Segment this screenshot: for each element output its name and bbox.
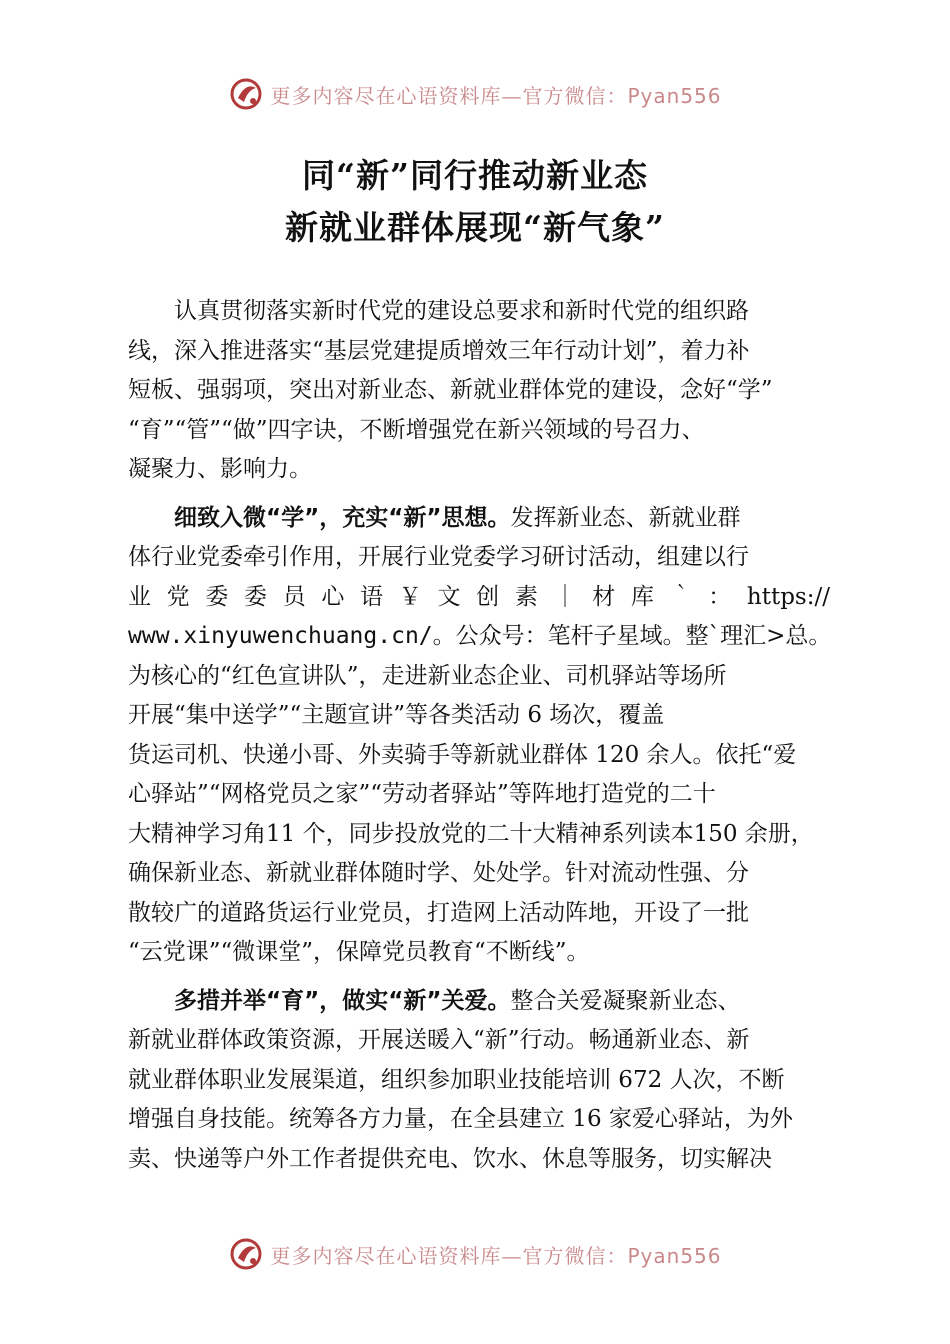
- text-line: 卖、快递等户外工作者提供充电、饮水、休息等服务，切实解决: [128, 1145, 772, 1172]
- text-line: [128, 982, 830, 1022]
- text-line: 体行业党委牵引作用，开展行业党委学习研讨活动，组建以行: [128, 544, 749, 570]
- text-line: 为核心的“红色宣讲队”，走进新业态企业、司机驿站等场所: [128, 662, 727, 689]
- text-line: 业 党 委 委 员 心 语 ￥ 文 创 素 ｜ 材 库 ｀ ： https://: [128, 583, 830, 610]
- text-span: 发挥新业态、新就业群: [510, 504, 741, 531]
- text-line: [128, 617, 830, 657]
- banner-text: 更多内容尽在心语资料库—官方微信：Pyan556: [270, 83, 722, 108]
- title-line-2: 新就业群体展现“新气象”: [285, 208, 665, 247]
- url-text: www.xinyuwenchuang.cn/: [128, 623, 433, 649]
- article-body: [128, 292, 830, 1179]
- intro-paragraph: [128, 292, 830, 490]
- text-line: 新就业群体政策资源，开展送暖入“新”行动。畅通新业态、新: [128, 1027, 750, 1053]
- text-line: 心驿站”“网格党员之家”“劳动者驿站”等阵地打造党的二十: [128, 781, 716, 807]
- text-line: 就业群体职业发展渠道，组织参加职业技能培训 672 人次，不断: [128, 1066, 785, 1093]
- text-line: 增强自身技能。统筹各方力量，在全县建立 16 家爱心驿站，为外: [128, 1106, 793, 1132]
- text-line: 确保新业态、新就业群体随时学、处处学。针对流动性强、分: [128, 860, 749, 886]
- text-line: 凝聚力、影响力。: [128, 456, 312, 482]
- text-line: 线，深入推进落实“基层党建提质增效三年行动计划”，着力补: [128, 337, 750, 364]
- text-line: “育”“管”“做”四字诀，不断增强党在新兴领域的号召力、: [128, 416, 705, 443]
- section-heading: 多措并举“育”，做实“新”关爱。: [174, 987, 511, 1014]
- text-line: “云党课”“微课堂”，保障党员教育“不断线”。: [128, 939, 590, 965]
- wechat-id: Pyan556: [627, 1243, 722, 1268]
- logo-icon: [228, 1236, 264, 1272]
- section-care-paragraph: [128, 982, 830, 1180]
- text-span: 整合关爱凝聚新业态、: [510, 987, 741, 1014]
- section-heading: 细致入微“学”，充实“新”思想。: [174, 504, 511, 531]
- section-study-paragraph: [128, 499, 830, 973]
- text-line: 大精神学习角11 个，同步投放党的二十大精神系列读本150 余册，: [128, 820, 814, 847]
- document-title: [0, 150, 950, 254]
- text-line: 开展“集中送学”“主题宣讲”等各类活动 6 场次，覆盖: [128, 702, 665, 728]
- text-line: 散较广的道路货运行业党员，打造网上活动阵地，开设了一批: [128, 899, 749, 926]
- banner-text: 更多内容尽在心语资料库—官方微信：Pyan556: [270, 1243, 722, 1268]
- text-span: 。公众号：笔杆子星域。整`理汇>总。: [432, 623, 832, 649]
- wechat-id: Pyan556: [627, 83, 722, 108]
- header-banner: [0, 72, 950, 116]
- footer-banner: [0, 1232, 950, 1276]
- text-line: 货运司机、快递小哥、外卖骑手等新就业群体 120 余人。依托“爱: [128, 741, 797, 768]
- text-line: 认真贯彻落实新时代党的建设总要求和新时代党的组织路: [174, 298, 749, 324]
- title-line-1: 同“新”同行推动新业态: [302, 156, 648, 195]
- text-line: [128, 499, 830, 539]
- logo-icon: [228, 76, 264, 112]
- text-line: 短板、强弱项，突出对新业态、新就业群体党的建设，念好“学”: [128, 377, 773, 403]
